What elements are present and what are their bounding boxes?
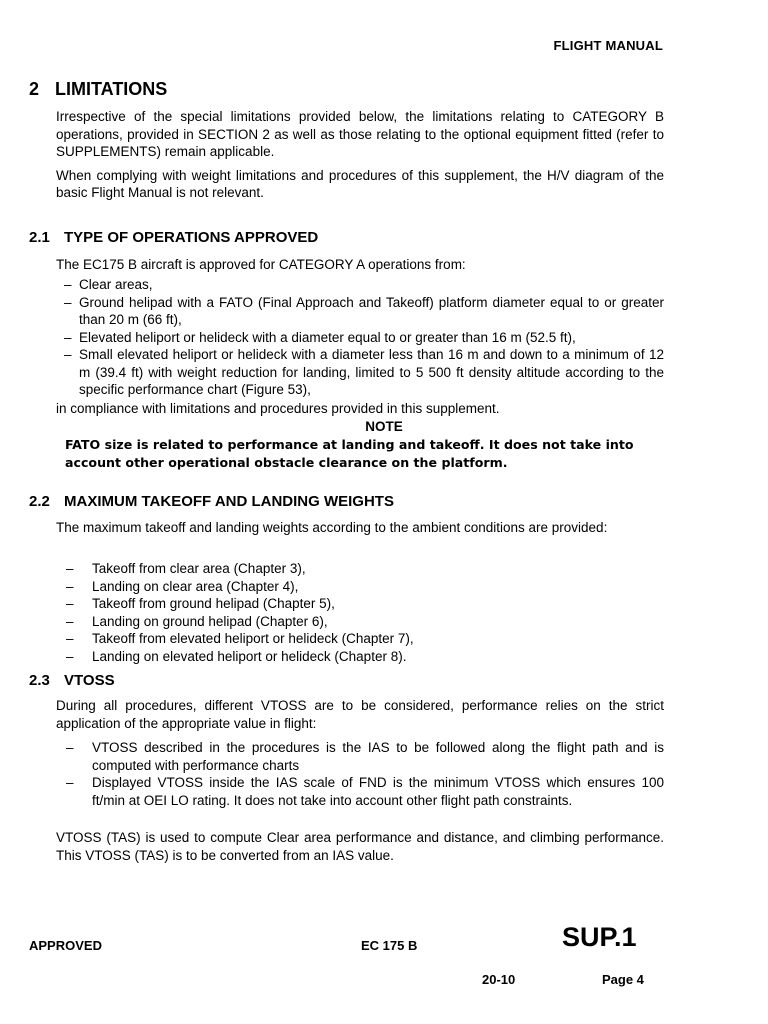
section-2-2-intro: The maximum takeoff and landing weights according to the ambient conditions are provided: <box>56 520 608 535</box>
section-title: VTOSS <box>64 672 115 689</box>
list-item: – Takeoff from ground helipad (Chapter 5), <box>66 595 664 613</box>
list-item: – Clear areas, <box>64 276 664 294</box>
list-item: – Landing on elevated heliport or helideck (Chapter 8). <box>66 648 664 666</box>
note-text: FATO size is related to performance at landing and takeoff. It does not take into account other operational obstacle clearance on the platform. <box>65 437 634 470</box>
weights-chapter-list <box>66 560 664 665</box>
running-header: FLIGHT MANUAL <box>553 38 663 53</box>
approval-status: APPROVED <box>29 938 102 953</box>
section-heading-2-1 <box>29 229 318 246</box>
list-item: – Takeoff from elevated heliport or helideck (Chapter 7), <box>66 630 664 648</box>
section-heading-2-3 <box>29 672 115 689</box>
vtoss-list <box>66 739 664 809</box>
section-number: 2.1 <box>29 229 50 246</box>
list-item: – Small elevated heliport or helideck with a diameter less than 16 m and down to a minimum of 12 m (39.4 ft) with weight reduction for landing, limited to 5 500 ft density altitude according to the specific performance chart (Figure 53), <box>64 346 664 399</box>
operations-list <box>64 276 664 399</box>
page-number: Page 4 <box>602 972 644 987</box>
section-title: TYPE OF OPERATIONS APPROVED <box>64 229 319 246</box>
section-2-3-closing: VTOSS (TAS) is used to compute Clear area performance and distance, and climbing performance. This VTOSS (TAS) is to be converted from an IAS value. <box>56 830 664 863</box>
list-item: – Elevated heliport or helideck with a diameter equal to or greater than 16 m (52.5 ft), <box>64 329 664 347</box>
section-title: LIMITATIONS <box>55 79 168 99</box>
list-item: – VTOSS described in the procedures is the IAS to be followed along the flight path and is computed with performance charts <box>66 739 664 774</box>
section-2-1-closing: in compliance with limitations and procedures provided in this supplement. <box>56 401 500 416</box>
section-heading-2-2 <box>29 493 394 510</box>
section-2-3-intro: During all procedures, different VTOSS are to be considered, performance relies on the strict application of the appropriate value in flight: <box>56 698 664 731</box>
note-label: NOTE <box>365 419 403 434</box>
section-number: 2.2 <box>29 493 50 510</box>
section-number: 2.3 <box>29 672 50 689</box>
section-heading-2 <box>29 79 167 100</box>
section-2-1-intro: The EC175 B aircraft is approved for CATEGORY A operations from: <box>56 257 466 272</box>
list-item: – Takeoff from clear area (Chapter 3), <box>66 560 664 578</box>
section-number: 2 <box>29 79 40 99</box>
list-item: – Landing on ground helipad (Chapter 6), <box>66 613 664 631</box>
supplement-id: SUP.1 <box>562 922 637 952</box>
list-item: – Ground helipad with a FATO (Final Approach and Takeoff) platform diameter equal to or greater than 20 m (66 ft), <box>64 294 664 329</box>
list-item: – Displayed VTOSS inside the IAS scale of FND is the minimum VTOSS which ensures 100 ft/min at OEI LO rating. It does not take into account other flight path constraints. <box>66 774 664 809</box>
paragraph: When complying with weight limitations and procedures of this supplement, the H/V diagram of the basic Flight Manual is not relevant. <box>56 167 664 200</box>
aircraft-model: EC 175 B <box>361 938 418 953</box>
revision-code: 20-10 <box>482 972 516 987</box>
section-2-body <box>56 108 664 208</box>
paragraph: Irrespective of the special limitations provided below, the limitations relating to CATEGORY B operations, provided in SECTION 2 as well as those relating to the optional equipment fitted (refer to SUPPLEMENTS) remain applicable. <box>56 109 664 159</box>
section-title: MAXIMUM TAKEOFF AND LANDING WEIGHTS <box>64 493 394 510</box>
list-item: – Landing on clear area (Chapter 4), <box>66 578 664 596</box>
